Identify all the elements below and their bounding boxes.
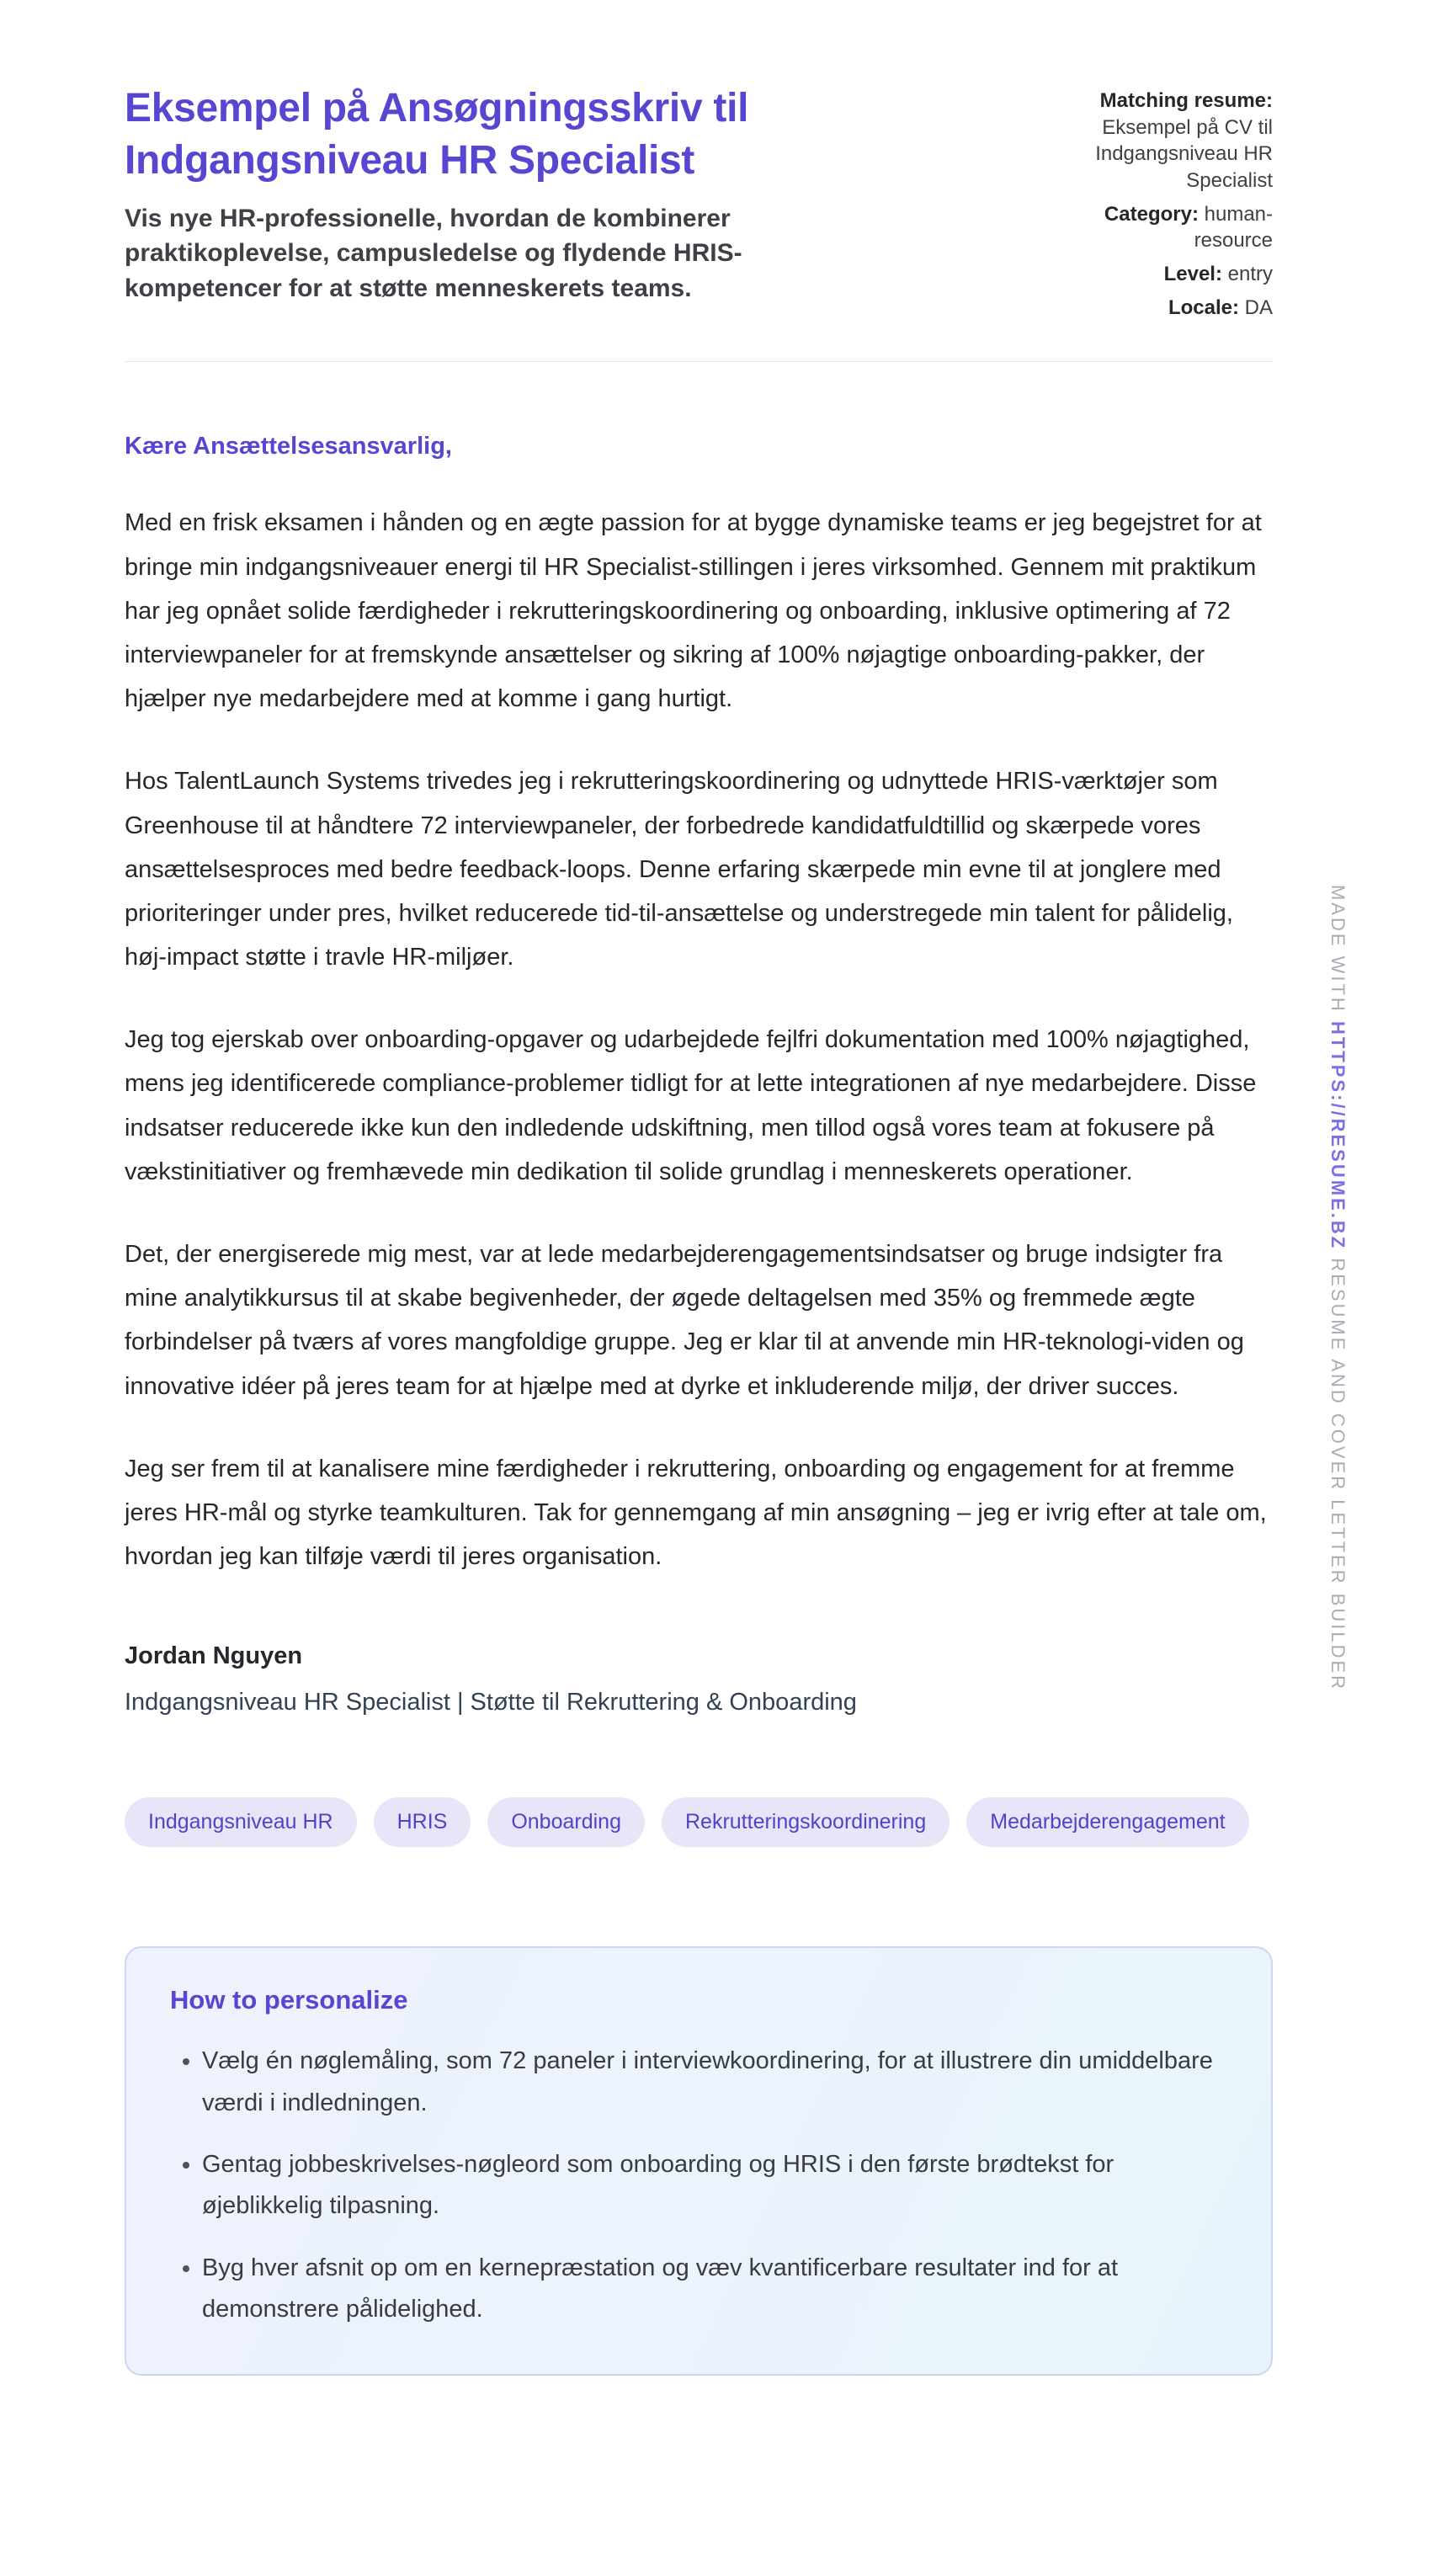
watermark-made-with: MADE WITH bbox=[1327, 884, 1349, 1014]
tag-pill-medarbejderengagement[interactable]: Medarbejderengagement bbox=[966, 1797, 1248, 1847]
page-subtitle: Vis nye HR-professionelle, hvordan de kombinerer praktikoplevelse, campusledelse og flydende HRIS-kompetencer for at støtte menneskerets teams. bbox=[125, 204, 742, 302]
callout-bullet-1: • Vælg én nøglemåling, som 72 paneler i interviewkoordinering, for at illustrere din umiddelbare værdi i indledningen. bbox=[202, 2041, 1227, 2124]
watermark-url-link[interactable]: HTTPS://RESUME.BZ bbox=[1327, 1020, 1349, 1251]
letter-paragraph-3: Jeg tog ejerskab over onboarding-opgaver og udarbejdede fejlfri dokumentation med 100% nøjagtighed, mens jeg identificerede compliance-problemer tidligt for at lette integrationen af nye medarbejdere. Disse indsatser reducerede ikke kun den indledende udskiftning, men tillod også vores team at fokusere på vækstinitiativer og fremhævede min dedikation til solide grundlag i menneskerets operationer. bbox=[125, 1026, 1257, 1185]
divider bbox=[125, 361, 1273, 362]
meta-label-level: Level: bbox=[1163, 263, 1222, 286]
watermark-suffix: RESUME AND COVER LETTER BUILDER bbox=[1327, 1258, 1349, 1692]
signature-name: Jordan Nguyen bbox=[125, 1642, 303, 1670]
meta-value-level: entry bbox=[1227, 263, 1273, 286]
meta-item-locale bbox=[1037, 295, 1273, 322]
letter-paragraph-4: Det, der energiserede mig mest, var at lede medarbejderengagementsindsatser og bruge indsigter fra mine analytikkursus til at skabe begivenheder, der øgede deltagelsen med 35% og fremmede ægte forbindelser på tværs af vores mangfoldige gruppe. Jeg er klar til at anvende min HR-teknologi-viden og innovative idéer på jeres team for at hjælpe med at dyrke et inkluderende miljø, der driver succes. bbox=[125, 1241, 1244, 1400]
callout-bullet-2: • Gentag jobbeskrivelses-nøgleord som onboarding og HRIS i den første brødtekst for øjeblikkelig tilpasning. bbox=[202, 2144, 1227, 2227]
meta-value-matching-resume: Eksempel på CV til Indgangsniveau HR Specialist bbox=[1095, 115, 1273, 193]
greeting: Kære Ansættelsesansvarlig, bbox=[125, 433, 452, 460]
page-title: Eksempel på Ansøgningsskriv til Indgangsniveau HR Specialist bbox=[125, 86, 749, 184]
header-main bbox=[125, 82, 899, 306]
callout-bullet-3: • Byg hver afsnit op om en kernepræstation og væv kvantificerbare resultater ind for at demonstrere pålidelighed. bbox=[202, 2248, 1227, 2331]
letter-body bbox=[125, 433, 1273, 1716]
meta-label-matching-resume: Matching resume: bbox=[1099, 89, 1273, 112]
letter-paragraph-5: Jeg ser frem til at kanalisere mine færdigheder i rekruttering, onboarding og engagement for at fremme jeres HR-mål og styrke teamkulturen. Tak for gennemgang af min ansøgning – jeg er ivrig efter at tale om, hvordan jeg kan tilføje værdi til jeres organisation. bbox=[125, 1455, 1267, 1571]
meta-label-category: Category: bbox=[1104, 202, 1199, 226]
tag-pill-hris[interactable]: HRIS bbox=[374, 1797, 471, 1847]
tag-pill-rekrutteringskoordinering[interactable]: Rekrutteringskoordinering bbox=[662, 1797, 950, 1847]
watermark bbox=[1327, 885, 1349, 1691]
tag-pill-onboarding[interactable]: Onboarding bbox=[487, 1797, 645, 1847]
meta-item-level bbox=[1037, 261, 1273, 288]
callout-title: How to personalize bbox=[170, 1985, 408, 2015]
tag-pill-indgangsniveau-hr[interactable]: Indgangsniveau HR bbox=[125, 1797, 357, 1847]
letter-paragraph-1: Med en frisk eksamen i hånden og en ægte passion for at bygge dynamiske teams er jeg begejstret for at bringe min indgangsniveauer energi til HR Specialist-stillingen i jeres virksomhed. Gennem mit praktikum har jeg opnået solide færdigheder i rekrutteringskoordinering og onboarding, inklusive optimering af 72 interviewpaneler for at fremskynde ansættelser og sikring af 100% nøjagtige onboarding-pakker, der hjælper nye medarbejdere med at komme i gang hurtigt. bbox=[125, 509, 1262, 713]
tag-list bbox=[125, 1797, 1273, 1847]
meta-label-locale: Locale: bbox=[1168, 295, 1239, 319]
header bbox=[125, 82, 1273, 321]
letter-paragraph-2: Hos TalentLaunch Systems trivedes jeg i rekrutteringskoordinering og udnyttede HRIS-værktøjer som Greenhouse til at håndtere 72 interviewpaneler, der forbedrede kandidatfuldtillid og skærpede vores ansættelsesproces med bedre feedback-loops. Denne erfaring skærpede min evne til at jonglere med prioriteringer under pres, hvilket reducerede tid-til-ansættelse og understregede min talent for pålidelig, høj-impact støtte i travle HR-miljøer. bbox=[125, 768, 1233, 971]
signature-title: Indgangsniveau HR Specialist | Støtte til Rekruttering & Onboarding bbox=[125, 1689, 857, 1716]
content bbox=[125, 0, 1273, 2510]
meta-value-category: human-resource bbox=[1194, 202, 1273, 253]
meta-item-matching-resume bbox=[1037, 88, 1273, 194]
meta-panel bbox=[1037, 82, 1273, 321]
callout-list bbox=[170, 2041, 1227, 2330]
meta-value-locale: DA bbox=[1244, 295, 1273, 319]
meta-item-category bbox=[1037, 201, 1273, 254]
personalize-callout bbox=[125, 1946, 1273, 2376]
